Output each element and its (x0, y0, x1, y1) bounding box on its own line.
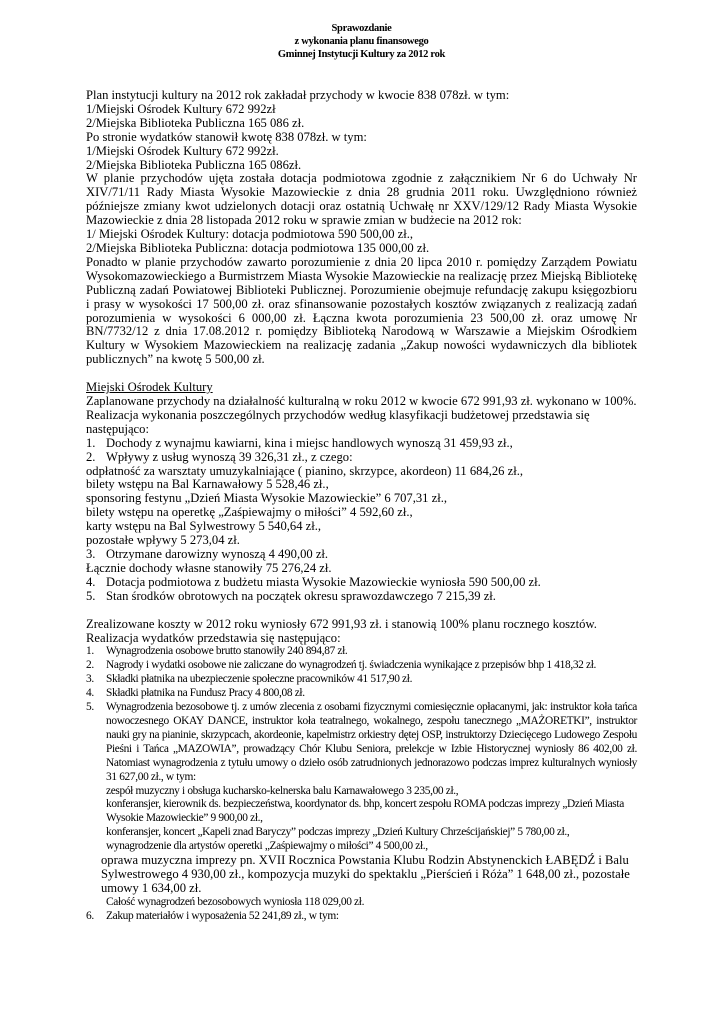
intro-paragraph: 2/Miejska Biblioteka Publiczna: dotacja podmiotowa 135 000,00 zł. (86, 240, 430, 255)
intro-paragraph: Ponadto w planie przychodów zawarto porozumienie z dnia 20 lipca 2010 r. pomiędzy Zarządem Powiatu Wysokomazowieckiego a Burmistrzem Miasta Wysokie Mazowieckie na realizację przez Miejską Bibliotekę Publiczną zadań Powiatowej Biblioteki Publicznej. Porozumienie obejmuje refundację zakupu księgozbioru i prasy w wysokości 17 500,00 zł. oraz sfinansowanie pozostałych kosztów związanych z realizacją zadań porozumienia w wysokości 6 000,00 zł. Łączna kwota porozumienia 23 500,00 zł. oraz umowę Nr BN/7732/12 z dnia 17.08.2012 r. pomiędzy Biblioteką Narodową w Warszawie a Miejskim Ośrodkiem Kultury w Wysokiem Mazowieckiem na realizację zadania „Zakup nowości wydawniczych dla bibliotek publicznych” na kwotę 5 500,00 zł. (86, 254, 637, 367)
list-item (86, 548, 637, 562)
sub-item: pozostałe wpływy 5 273,04 zł. (86, 533, 240, 548)
list-text: Wynagrodzenia osobowe brutto stanowiły 240 894,87 zł. (106, 645, 348, 658)
list-number: 1. (86, 435, 96, 450)
cost-item (86, 645, 637, 659)
intro-paragraph: 2/Miejska Biblioteka Publiczna 165 086 zł. (86, 115, 305, 130)
sub-item: karty wstępu na Bal Sylwestrowy 5 540,64 zł., (86, 519, 322, 534)
list-number: 2. (86, 449, 96, 464)
list-text: Dotacja podmiotowa z budżetu miasta Wysokie Mazowieckie wyniosła 590 500,00 zł. (106, 574, 541, 589)
sub-item: bilety wstępu na operetkę „Zaśpiewajmy o miłości” 4 592,60 zł., (86, 505, 413, 520)
intro-paragraph: 1/ Miejski Ośrodek Kultury: dotacja podmiotowa 590 500,00 zł., (86, 227, 414, 242)
list-number: 4. (86, 687, 94, 700)
intro-paragraph: 2/Miejska Biblioteka Publiczna 165 086zł. (86, 157, 302, 172)
detail-item: zespół muzyczny i obsługa kucharsko-kelnerska balu Karnawałowego 3 235,00 zł., (106, 784, 459, 797)
title-line-1: Sprawozdanie (331, 23, 392, 34)
intro-paragraph: 1/Miejski Ośrodek Kultury 672 992zł. (86, 143, 279, 158)
list-text: Wpływy z usług wynoszą 39 326,31 zł., z czego: (106, 449, 353, 464)
costs-paragraph: Realizacja wydatków przedstawia się następująco: (86, 630, 341, 645)
cost-item (86, 659, 637, 673)
detail-item: konferansjer, kierownik ds. bezpieczeństwa, koordynator ds. bhp, koncert zespołu ROMA podczas imprezy „Dzień Miasta Wysokie Mazowieckie” 9 900,00 zł., (106, 798, 624, 825)
intro-paragraph: Plan instytucji kultury na 2012 rok zakładał przychody w kwocie 838 078zł. w tym: (86, 88, 510, 102)
list-text: Składki płatnika na Fundusz Pracy 4 800,08 zł. (106, 687, 305, 700)
sub-item: Łącznie dochody własne stanowiły 75 276,24 zł. (86, 560, 332, 575)
list-item (86, 437, 637, 451)
spacer (86, 604, 637, 618)
intro-paragraph: 1/Miejski Ośrodek Kultury 672 992zł (86, 101, 276, 116)
cost-item (86, 701, 637, 784)
intro-paragraph: W planie przychodów ujęta została dotacja podmiotowa zgodnie z załącznikiem Nr 6 do Uchwały Nr XIV/71/11 Rady Miasta Wysokie Mazowieckie z dnia 28 grudnia 2011 roku. Uwzględniono również późniejsze zmiany kwot udzielonych dotacji oraz ostatnią Uchwałę nr XXV/129/12 Rady Miasta Wysokie Mazowieckie z dnia 28 listopada 2012 roku w sprawie zmian w budżecie na 2012 rok: (86, 171, 637, 228)
document-title (86, 0, 637, 61)
list-number: 3. (86, 547, 96, 561)
list-number: 5. (86, 701, 94, 714)
spacer (86, 367, 637, 381)
document-body (86, 89, 637, 924)
list-text: Dochody z wynajmu kawiarni, kina i miejsc handlowych wynoszą 31 459,93 zł., (106, 435, 513, 450)
title-line-3: Gminnej Instytucji Kultury za 2012 rok (277, 49, 446, 60)
list-item (86, 590, 637, 604)
section-paragraph: Zaplanowane przychody na działalność kulturalną w roku 2012 w kwocie 672 991,93 zł. wykonano w 100%. (86, 394, 637, 409)
detail-item: wynagrodzenie dla artystów operetki „Zaśpiewajmy o miłości” 4 500,00 zł., (106, 840, 428, 853)
list-number: 6. (86, 909, 94, 922)
list-number: 1. (86, 645, 94, 658)
list-text: Składki płatnika na ubezpieczenie społeczne pracowników 41 517,90 zł. (106, 673, 413, 686)
list-text: Stan środków obrotowych na początek okresu sprawozdawczego 7 215,39 zł. (106, 588, 496, 603)
section-heading: Miejski Ośrodek Kultury (86, 380, 213, 395)
cost-item (86, 910, 637, 924)
list-text: Wynagrodzenia bezosobowe tj. z umów zlecenia z osobami fizycznymi comiesięcznie opłacanymi, jak: instruktor koła tańca nowoczesnego OKAY DANCE, instruktor koła teatralnego, wokalnego, zespołu tanecznego „MAŻORETKI”, instruktor nauki gry na pianinie, skrzypcach, akordeonie, kapelmistrz orkiestry dętej OSP, instruktorzy Dziecięcego Ludowego Zespołu Pieśni i Tańca „MAZOWIA”, prowadzący Chór Klubu Seniora, prelekcje w Izbie Historycznej wyniosły 86 402,00 zł. Natomiast wynagrodzenia z tytułu umowy o dzieło osób zatrudnionych jednorazowo podczas imprez kulturalnych wyniosły 31 627,00 zł., w tym: (106, 701, 637, 783)
list-text: Nagrody i wydatki osobowe nie zaliczane do wynagrodzeń tj. świadczenia wynikające z przepisów bhp 1 418,32 zł. (106, 659, 597, 672)
list-item (86, 451, 637, 465)
sub-item: bilety wstępu na Bal Karnawałowy 5 528,46 zł., (86, 477, 329, 492)
cost-item (86, 673, 637, 687)
list-item (86, 576, 637, 590)
detail-item: konferansjer, koncert „Kapeli znad Baryczy” podczas imprezy „Dzień Kultury Chrześcijańskiej” 5 780,00 zł., (106, 826, 570, 839)
list-text: Zakup materiałów i wyposażenia 52 241,89 zł., w tym: (106, 909, 339, 922)
sub-item: sponsoring festynu „Dzień Miasta Wysokie Mazowieckie” 6 707,31 zł., (86, 491, 447, 506)
detail-item: Całość wynagrodzeń bezosobowych wyniosła 118 029,00 zł. (106, 895, 365, 908)
section-paragraph: Realizacja wykonania poszczególnych przychodów według klasyfikacji budżetowej przedstawia się następująco: (86, 407, 590, 436)
costs-paragraph: Zrealizowane koszty w 2012 roku wyniosły 672 991,93 zł. i stanowią 100% planu rocznego kosztów. (86, 616, 597, 631)
list-number: 5. (86, 588, 96, 603)
detail-item: oprawa muzyczna imprezy pn. XVII Rocznica Powstania Klubu Rodzin Abstynenckich ŁABĘDŹ i Balu Sylwestrowego 4 930,00 zł., kompozycja muzyki do spektaklu „Pierścień i Róża” 1 648,00 zł., pozostałe umowy 1 634,00 zł. (101, 853, 630, 895)
cost-item (86, 687, 637, 701)
title-line-2: z wykonania planu finansowego (294, 36, 429, 47)
list-number: 3. (86, 673, 94, 686)
list-text: Otrzymane darowizny wynoszą 4 490,00 zł. (106, 547, 329, 561)
list-number: 4. (86, 574, 96, 589)
sub-item: odpłatność za warsztaty umuzykalniające ( pianino, skrzypce, akordeon) 11 684,26 zł., (86, 463, 524, 478)
list-number: 2. (86, 659, 94, 672)
intro-paragraph: Po stronie wydatków stanowił kwotę 838 078zł. w tym: (86, 129, 367, 144)
